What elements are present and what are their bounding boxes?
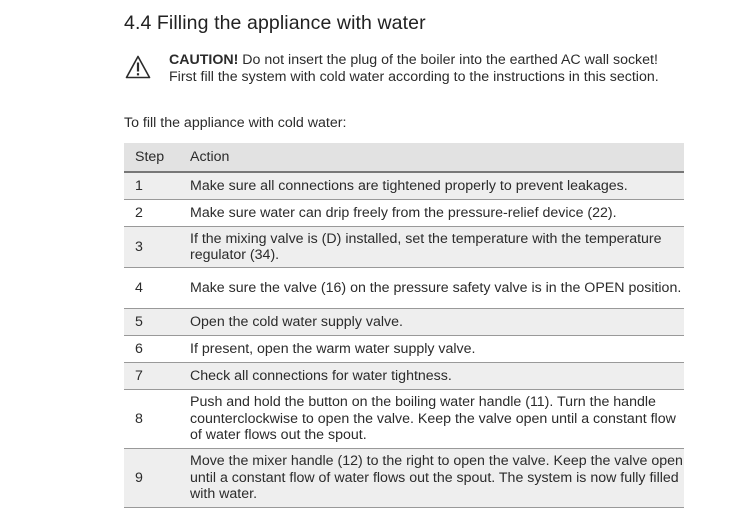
step-number: 2 [124,200,190,227]
warning-triangle-icon [125,55,151,79]
step-number: 5 [124,309,190,336]
table-header-row [124,143,684,172]
step-number: 8 [124,390,190,449]
step-action: Make sure water can drip freely from the pressure-relief device (22). [190,200,684,227]
caution-label: CAUTION! [169,52,239,68]
table-row [124,268,684,309]
caution-message: Do not insert the plug of the boiler into the earthed AC wall socket! First fill the system with cold water according to the instructions in this section. [169,52,659,85]
table-row [124,449,684,508]
header-action: Action [190,143,684,172]
table-row [124,200,684,227]
step-action: Move the mixer handle (12) to the right to open the valve. Keep the valve open until a constant flow of water flows out the spout. The system is now fully filled with water. [190,449,684,508]
step-action: If the mixing valve is (D) installed, set the temperature with the temperature regulator (34). [190,227,684,268]
table-row [124,309,684,336]
table-row [124,363,684,390]
step-number: 6 [124,336,190,363]
step-action: Check all connections for water tightness. [190,363,684,390]
table-row [124,172,684,200]
step-number: 9 [124,449,190,508]
table-row [124,336,684,363]
header-step: Step [124,143,190,172]
intro-text: To fill the appliance with cold water: [124,115,347,131]
step-action: If present, open the warm water supply valve. [190,336,684,363]
step-action: Push and hold the button on the boiling water handle (11). Turn the handle counterclockwise to open the valve. Keep the valve open until a constant flow of water flows out the spout. [190,390,684,449]
step-action: Make sure all connections are tightened properly to prevent leakages. [190,172,684,200]
step-number: 7 [124,363,190,390]
table-row [124,227,684,268]
steps-table [124,143,684,508]
step-number: 3 [124,227,190,268]
caution-text [169,52,679,85]
step-number: 4 [124,268,190,309]
table-row [124,390,684,449]
section-heading: 4.4 Filling the appliance with water [124,12,426,34]
step-action: Open the cold water supply valve. [190,309,684,336]
step-action: Make sure the valve (16) on the pressure safety valve is in the OPEN position. [190,268,684,309]
step-number: 1 [124,172,190,200]
